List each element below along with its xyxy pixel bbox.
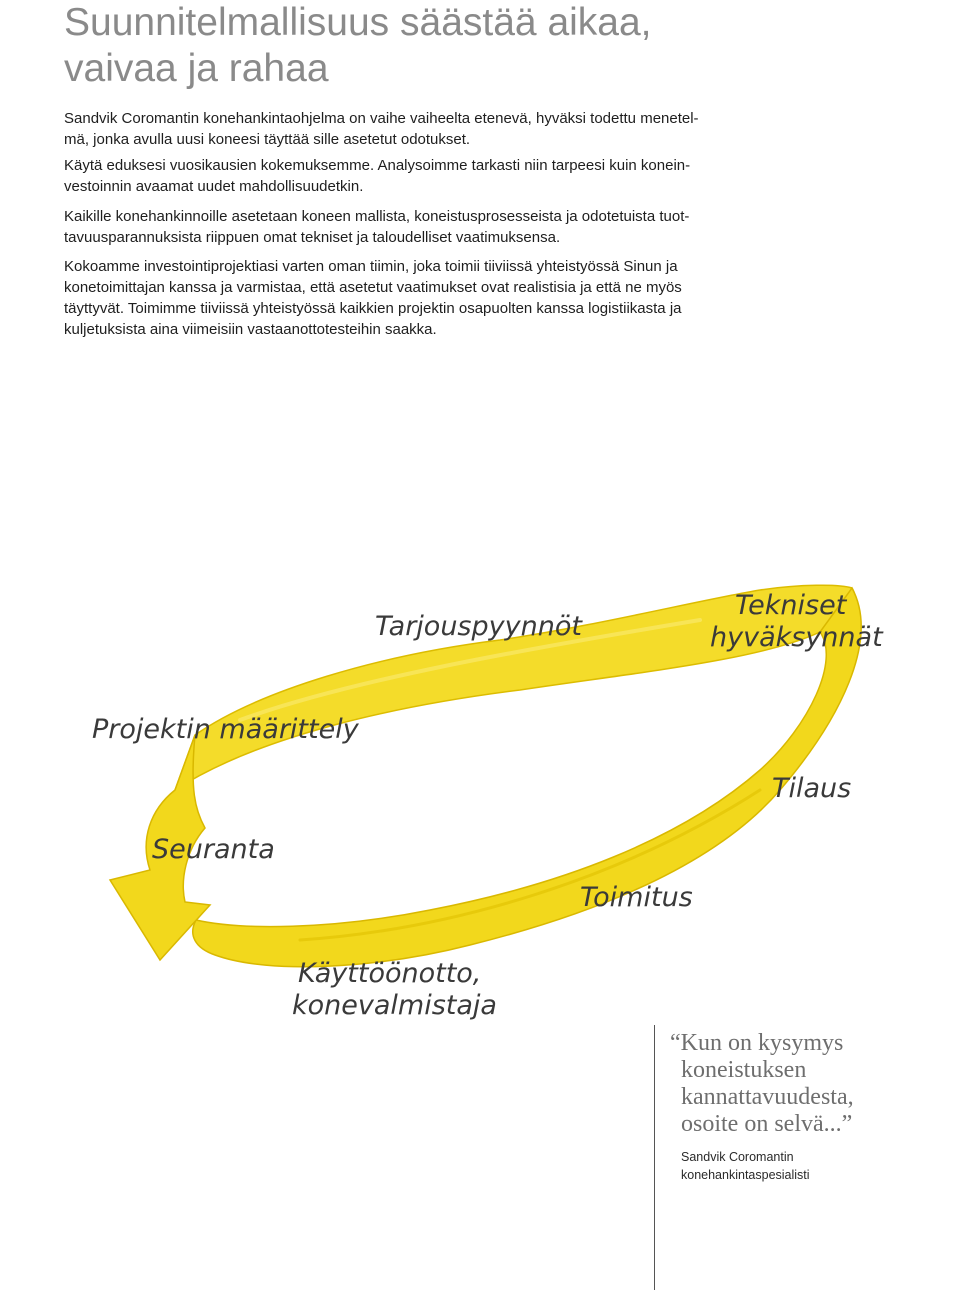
paragraph-line: vestoinnin avaamat uudet mahdollisuudetkin. xyxy=(64,178,364,195)
pull-quote-line: osoite on selvä...” xyxy=(681,1111,853,1137)
paragraph-experience xyxy=(64,155,784,197)
paragraph-line: mä, jonka avulla uusi koneesi täyttää sille asetetut odotukset. xyxy=(64,131,471,148)
attribution-line-2: konehankintaspesialisti xyxy=(681,1168,810,1182)
paragraph-line: konetoimittajan kanssa ja varmistaa, että asetetut vaatimukset ovat realistisia ja että ne myös xyxy=(64,279,682,296)
paragraph-line: täyttyvät. Toimimme tiiviissä yhteistyössä kaikkien projektin osapuolten kanssa logistiikasta ja xyxy=(64,300,682,317)
stage-kayttoonotto-label-line-2: konevalmistaja xyxy=(292,990,497,1021)
pull-quote-line: kannattavuudesta, xyxy=(681,1084,854,1110)
stage-kayttoonotto-label-line-1: Käyttöönotto, xyxy=(298,958,482,989)
paragraph-line: Käytä eduksesi vuosikausien kokemuksemme. Analysoimme tarkasti niin tarpeesi kuin konein- xyxy=(64,157,691,174)
quote-attribution xyxy=(681,1148,810,1184)
stage-tekniset-label-line-1: Tekniset xyxy=(735,590,847,621)
stage-projektin-maarittely-label: Projektin määrittely xyxy=(92,714,359,745)
process-cycle-diagram xyxy=(0,500,960,1060)
pull-quote-line: “Kun on kysymys xyxy=(670,1030,844,1056)
paragraph-intro xyxy=(64,108,784,150)
paragraph-line: Kaikille konehankinnoille asetetaan koneen mallista, koneistusprosesseista ja odotetuista tuot- xyxy=(64,208,690,225)
page-title-line-2: vaivaa ja rahaa xyxy=(64,47,329,90)
stage-toimitus-label: Toimitus xyxy=(580,882,693,913)
pull-quote-line: koneistuksen xyxy=(681,1057,807,1083)
page-title-line-1: Suunnitelmallisuus säästää aikaa, xyxy=(64,1,652,44)
paragraph-team xyxy=(64,256,784,340)
attribution-line-1: Sandvik Coromantin xyxy=(681,1150,794,1164)
paragraph-line: kuljetuksista aina viimeisiin vastaanottotesteihin saakka. xyxy=(64,321,437,338)
quote-divider xyxy=(654,1025,655,1290)
stage-seuranta-label: Seuranta xyxy=(152,834,275,865)
stage-tarjouspyynnot-label: Tarjouspyynnöt xyxy=(375,611,582,642)
paragraph-line: Sandvik Coromantin konehankintaohjelma on vaihe vaiheelta etenevä, hyväksi todettu menetel- xyxy=(64,110,699,127)
stage-tekniset-label-line-2: hyväksynnät xyxy=(710,622,883,653)
page-title xyxy=(64,0,652,92)
stage-tilaus-label: Tilaus xyxy=(772,773,852,804)
paragraph-line: tavuusparannuksista riippuen omat tekniset ja taloudelliset vaatimuksensa. xyxy=(64,229,561,246)
paragraph-line: Kokoamme investointiprojektiasi varten oman tiimin, joka toimii tiiviissä yhteistyössä Sinun ja xyxy=(64,258,678,275)
pull-quote xyxy=(670,1030,854,1138)
paragraph-requirements xyxy=(64,206,784,248)
